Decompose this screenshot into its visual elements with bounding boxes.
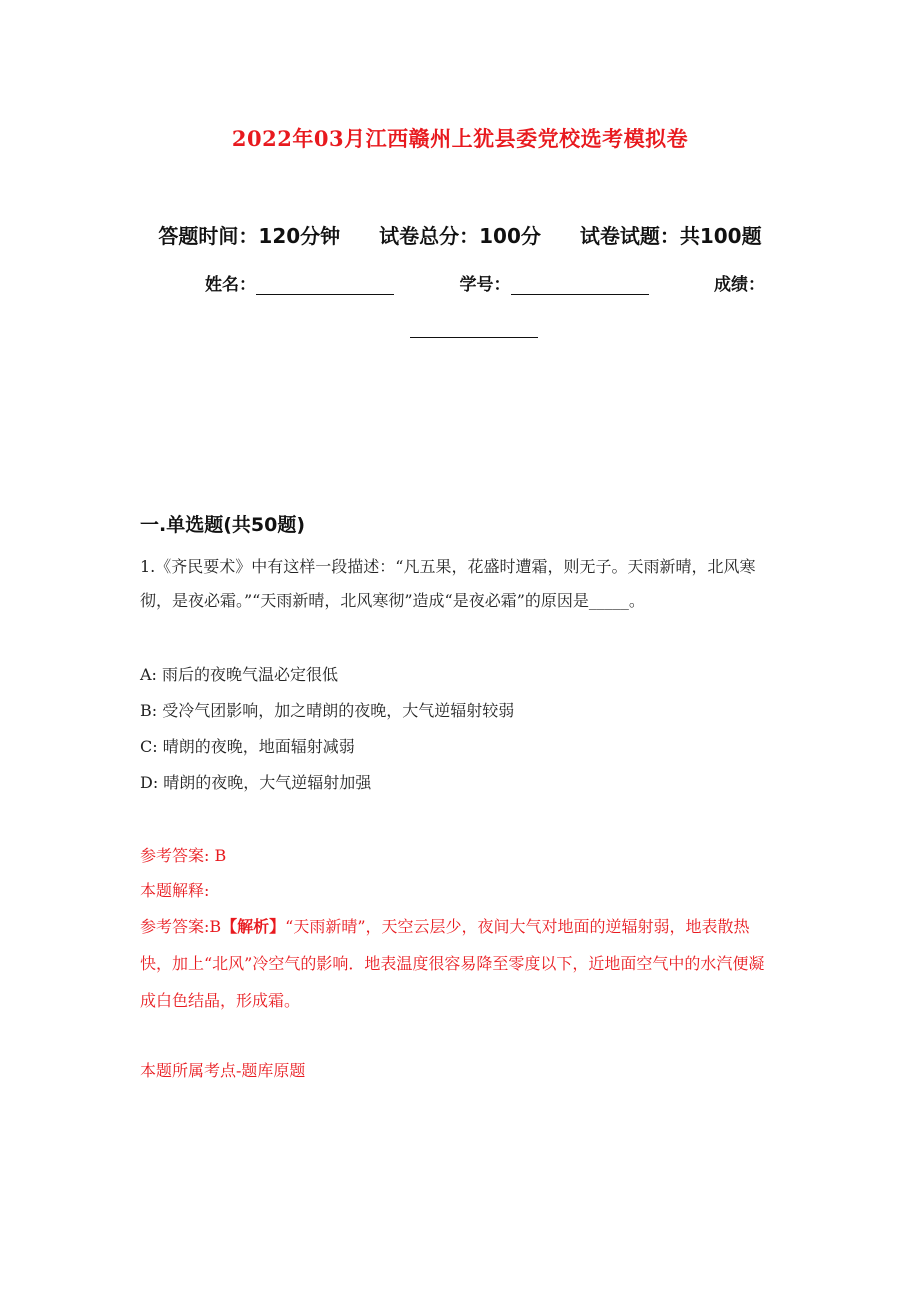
score-blank[interactable] (410, 337, 538, 338)
question-source: 本题所属考点-题库原题 (140, 1061, 306, 1080)
question-stem: 1.《齐民要术》中有这样一段描述：“凡五果，花盛时遭霜，则无子。天雨新晴，北风寒彻，是夜必霜。”“天雨新晴，北风寒彻”造成“是夜必霜”的原因是_____。 (140, 557, 756, 610)
section-title: 一.单选题(共50题) (140, 514, 306, 536)
student-fields (205, 270, 765, 295)
explain-tag: 【解析】 (221, 917, 286, 936)
exam-meta (0, 220, 920, 249)
exam-time: 答题时间：120分钟 (158, 224, 341, 248)
answer-line: 参考答案: B (140, 846, 227, 865)
option-c[interactable]: C: 晴朗的夜晚，地面辐射减弱 (140, 737, 355, 756)
explanation (140, 908, 780, 1019)
option-b[interactable]: B: 受冷气团影响，加之晴朗的夜晚，大气逆辐射较弱 (140, 701, 515, 720)
explain-prefix: 参考答案:B (140, 917, 222, 936)
exam-title: 2022年03月江西赣州上犹县委党校选考模拟卷 (231, 126, 689, 151)
exam-question-count: 试卷试题：共100题 (579, 224, 762, 248)
option-d[interactable]: D: 晴朗的夜晚，大气逆辐射加强 (140, 773, 372, 792)
exam-total-score: 试卷总分：100分 (379, 224, 541, 248)
explain-text: “天雨新晴”，天空云层少，夜间大气对地面的逆辐射弱，地表散热快，加上“北风”冷空气的影响．地表温度很容易降至零度以下，近地面空气中的水汽便凝成白色结晶，形成霜。 (140, 917, 765, 1010)
id-label: 学号： (459, 275, 511, 295)
name-label: 姓名： (205, 275, 256, 295)
explain-label: 本题解释: (140, 881, 210, 900)
name-field (205, 270, 394, 295)
score-field (714, 270, 765, 295)
score-label: 成绩： (714, 275, 765, 295)
option-a[interactable]: A: 雨后的夜晚气温必定很低 (140, 665, 339, 684)
name-blank[interactable] (256, 278, 394, 295)
id-blank[interactable] (511, 278, 649, 295)
id-field (460, 270, 649, 295)
